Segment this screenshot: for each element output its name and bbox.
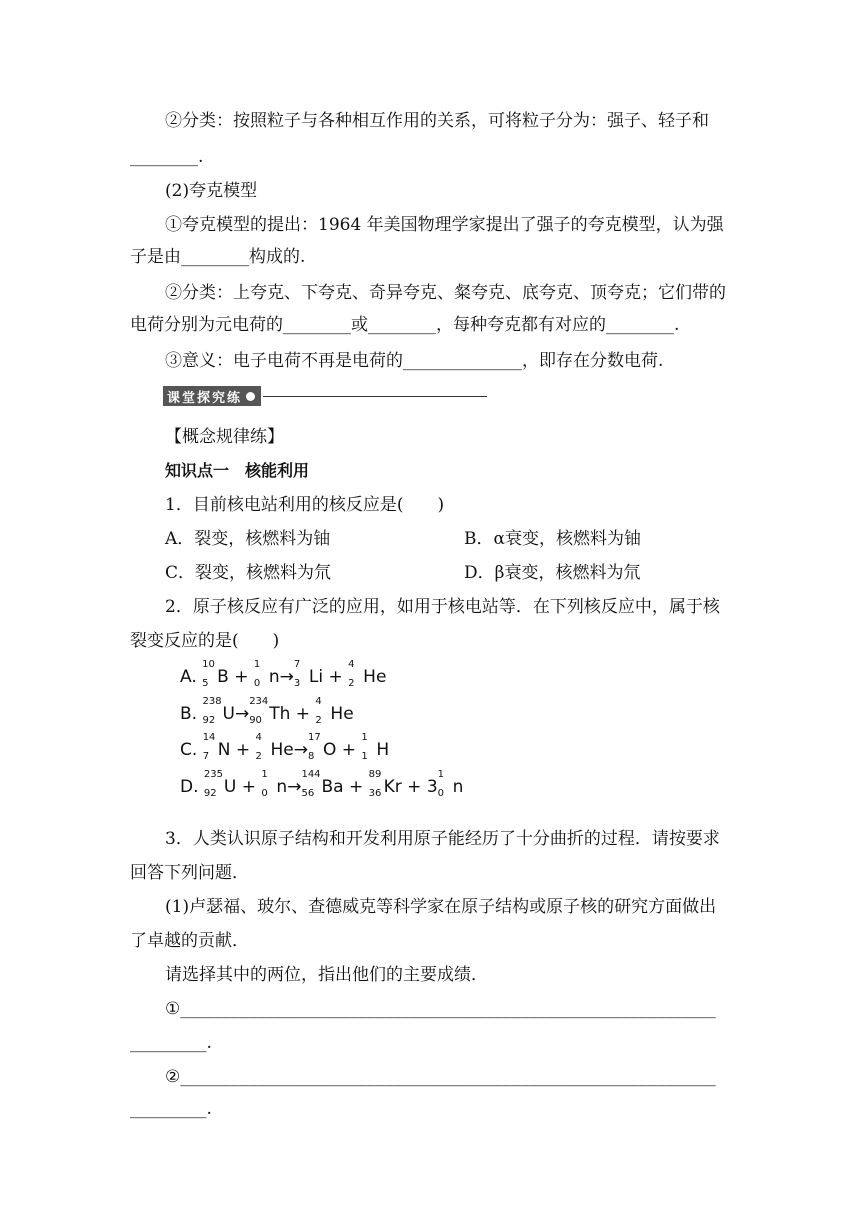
q3-subquestion-1-cont: 了卓越的贡献． [130,931,249,951]
banner-rule [263,396,487,397]
q2-option-b: B. 238 92 U→ 234 90 Th + 4 2 He [180,696,354,726]
text-line: ①夸克模型的提出：1964 年美国物理学家提出了强子的夸克模型，认为强 [165,215,724,235]
q1-option-b: B．α衰变，核燃料为铀 [464,529,641,549]
q2-option-c: C. 14 7 N + 4 2 He→ 17 8 O + 1 1 H [180,732,390,762]
fill-blank-line: 电荷分别为元电荷的________或________，每种夸克都有对应的________. [130,315,680,335]
q2-option-d: D. 235 92 U + 1 0 n→ 144 56 Ba + 89 36 Kr + 3 1 0 n [180,769,464,799]
fill-blank-line: ③意义：电子电荷不再是电荷的______________，即存在分数电荷. [165,351,664,371]
q1-option-c: C．裂变，核燃料为氘 [165,563,332,583]
q1-option-a: A．裂变，核燃料为铀 [165,529,331,549]
banner-label: 课堂探究练 [167,390,243,406]
text-line: ②分类：上夸克、下夸克、奇异夸克、粲夸克、底夸克、顶夸克；它们带的 [165,283,726,303]
subsection-title: (2)夸克模型 [165,181,258,201]
fill-blank-line: 子是由________构成的. [130,247,306,267]
section-heading: 【概念规律练】 [165,427,284,447]
answer-blank-2: ②_______________________________________________________________ [165,1067,716,1087]
question-3-stem: 3．人类认识原子结构和开发利用原子能经历了十分曲折的过程．请按要求 [165,829,720,849]
question-3-stem-cont: 回答下列问题． [130,863,249,883]
question-2-stem-cont: 裂变反应的是( ) [130,631,280,651]
answer-blank-1: ①_______________________________________________________________ [165,999,716,1019]
banner-label-box [163,386,261,406]
answer-blank-1-cont: _________. [130,1033,212,1053]
bullet-dot-icon [246,392,255,401]
text-line: ②分类：按照粒子与各种相互作用的关系，可将粒子分为：强子、轻子和 [165,111,709,131]
q2-option-a: A. 10 5 B + 1 0 n→ 7 3 Li + 4 2 He [180,659,387,689]
reaction-arrow-icon: → [287,777,302,797]
question-2-stem: 2．原子核反应有广泛的应用，如用于核电站等．在下列核反应中，属于核 [165,597,720,617]
reaction-arrow-icon: → [234,704,250,724]
question-1-stem: 1．目前核电站利用的核反应是( ) [165,495,445,515]
answer-blank-2-cont: _________. [130,1099,212,1119]
q3-subquestion-1: (1)卢瑟福、玻尔、查德威克等科学家在原子结构或原子核的研究方面做出 [165,897,717,917]
q1-option-d: D．β衰变，核燃料为氘 [464,563,641,583]
knowledge-point-heading: 知识点一 核能利用 [165,461,310,480]
fill-blank-line: ________. [130,147,204,167]
q3-instruction: 请选择其中的两位，指出他们的主要成绩． [165,965,488,985]
reaction-arrow-icon: → [293,740,308,760]
section-banner [163,385,487,407]
reaction-arrow-icon: → [279,667,294,687]
